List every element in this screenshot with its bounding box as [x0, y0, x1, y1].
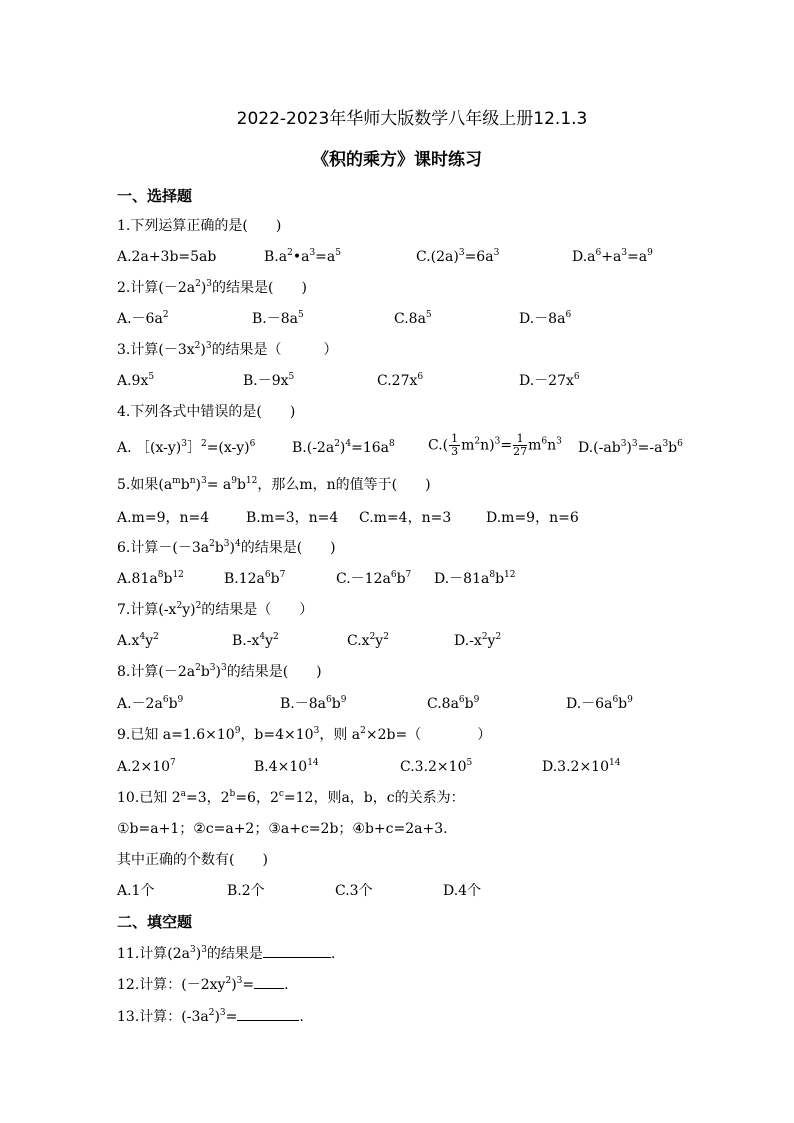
q8-option-c: $C.8a^6b^9$ — [427, 695, 480, 712]
q10-option-a: A.1个 — [117, 883, 155, 899]
q2-option-b: $B.-8a^5$ — [252, 310, 304, 327]
q4-option-a: A. $[(x-y)^3]^2=(x-y)^6$ — [117, 439, 256, 456]
question-1: 1.下列运算正确的是( ) — [117, 218, 282, 234]
answer-blank[interactable] — [254, 974, 284, 989]
q4-option-c: C.( $\frac{1}{3}$ $m^2n)^3=$ $\frac{1}{27}$ $m^6n^3$ — [428, 432, 562, 458]
q10-option-b: B.2个 — [227, 883, 265, 899]
q9-option-d: $D.3.2\times 10^{14}$ — [542, 758, 621, 775]
worksheet-subtitle: 《积的乘方》课时练习 — [312, 150, 482, 170]
question-5: 5.如果$(a^mb^n)^3= a^9b^{12}$，那么m，n的值等于( ) — [117, 476, 431, 493]
q3-option-c: $C.27x^6$ — [377, 372, 424, 389]
question-9: 9.已知 $a=1.6\times 10^9$，$b=4\times 10^3$，则 $a^2\times 2b=$（ ） — [117, 726, 492, 743]
q5-option-a: A.m=9，n=4 — [117, 510, 210, 526]
question-10-statements: ①b=a+1；②c=a+2；③a+c=2b；④b+c=2a+3. — [117, 821, 448, 837]
q1-option-c: $C.(2a)^3=6a^3$ — [416, 248, 500, 265]
q8-option-a: $A.-2a^6b^9$ — [117, 695, 184, 712]
q3-option-a: $A.9x^5$ — [117, 372, 155, 389]
answer-blank[interactable] — [263, 943, 331, 958]
question-3: 3.计算$(-3x^2)^3$的结果是（ ） — [117, 341, 338, 358]
q6-option-a: $A.81a^8b^{12}$ — [117, 570, 184, 587]
q6-option-c: $C.-12a^6b^7$ — [336, 570, 412, 587]
q10-option-c: C.3个 — [335, 883, 373, 899]
question-8: 8.计算$(-2a^2b^3)^3$的结果是( ) — [117, 663, 322, 680]
q7-option-b: $B.-x^4y^2$ — [232, 632, 279, 649]
q9-option-c: $C.3.2\times 10^5$ — [400, 758, 473, 775]
q9-option-b: $B.4\times 10^{14}$ — [254, 758, 319, 775]
q3-option-d: $D.-27x^6$ — [519, 372, 580, 389]
question-6: 6.计算$-(-3a^2b^3)^4$的结果是( ) — [117, 539, 336, 556]
q5-option-b: B.m=3，n=4 — [246, 510, 339, 526]
question-11: 11.计算$(2a^3)^3$的结果是 . — [117, 945, 336, 962]
q10-option-d: D.4个 — [443, 883, 482, 899]
q2-option-c: $C.8a^5$ — [394, 310, 432, 327]
section-choice: 一、选择题 — [117, 187, 193, 205]
q7-option-d: $D.-x^2y^2$ — [454, 632, 502, 649]
q1-option-d: $D.a^6+a^3=a^9$ — [572, 248, 653, 265]
question-2: 2.计算$(-2a^2)^3$的结果是( ) — [117, 279, 307, 296]
section-fill: 二、填空题 — [117, 913, 193, 931]
q5-option-c: C.m=4，n=3 — [359, 510, 452, 526]
question-10-ask: 其中正确的个数有( ) — [117, 852, 268, 868]
q8-option-d: $D.-6a^6b^9$ — [566, 695, 633, 712]
q4-option-b: $B.(-2a^2)^4=16a^8$ — [292, 439, 395, 456]
question-13: 13.计算：$(-3a^2)^3=$ . — [117, 1008, 304, 1025]
worksheet-title: 2022-2023年华师大版数学八年级上册12.1.3 — [236, 109, 588, 129]
q8-option-b: $B.-8a^6b^9$ — [280, 695, 347, 712]
q3-option-b: $B.-9x^5$ — [243, 372, 295, 389]
question-4: 4.下列各式中错误的是( ) — [117, 404, 296, 420]
q5-option-d: D.m=9，n=6 — [486, 510, 579, 526]
q1-option-b: $B.a^2•a^3=a^5$ — [264, 248, 341, 265]
q2-option-a: $A.-6a^2$ — [117, 310, 169, 327]
q6-option-d: $D.-81a^8b^{12}$ — [434, 570, 516, 587]
q6-option-b: $B.12a^6b^7$ — [224, 570, 286, 587]
question-10: 10.已知 $2^a=3$，$2^b=6$，$2^c=12$，则a，b，c的关系为： — [117, 789, 465, 806]
q4-option-d: $D.(-ab^3)^3=-a^3b^6$ — [578, 439, 683, 456]
q7-option-a: $A.x^4y^2$ — [117, 632, 159, 649]
q1-option-a: A.2a+3b=5ab — [117, 249, 217, 265]
q9-option-a: $A.2\times 10^7$ — [117, 758, 176, 775]
question-7: 7.计算$(-x^2y)^2$的结果是（ ） — [117, 601, 314, 618]
q7-option-c: $C.x^2y^2$ — [347, 632, 389, 649]
question-12: 12.计算：$(-2xy^2)^3=$ . — [117, 976, 289, 993]
q2-option-d: $D.-8a^6$ — [519, 310, 572, 327]
answer-blank[interactable] — [237, 1006, 299, 1021]
